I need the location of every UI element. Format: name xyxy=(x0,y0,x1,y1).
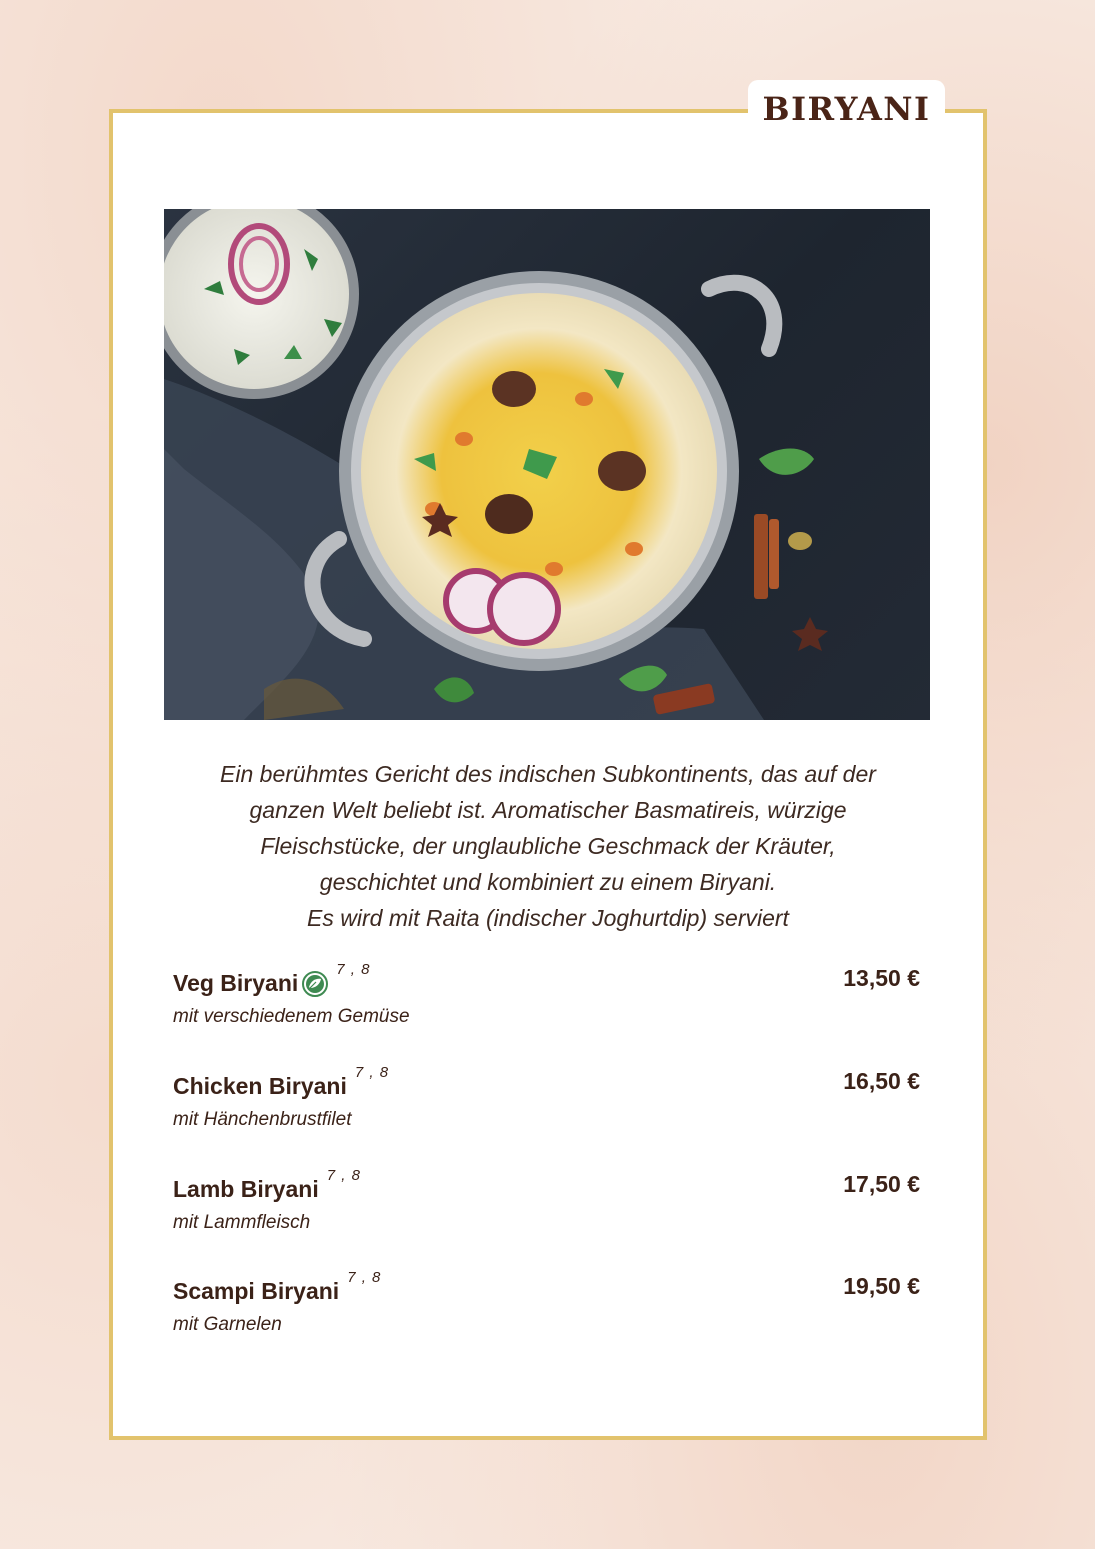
section-title: BIRYANI xyxy=(762,90,931,128)
description-line: Es wird mit Raita (indischer Joghurtdip) serviert xyxy=(307,905,789,931)
biryani-photo-illustration xyxy=(164,209,930,720)
description-line: ganzen Welt beliebt ist. Aromatischer Basmatireis, würzige xyxy=(249,797,847,823)
item-allergens: 7 , 8 xyxy=(354,1064,390,1081)
item-name: Scampi Biryani xyxy=(173,1278,340,1304)
item-allergens: 7 , 8 xyxy=(336,961,371,978)
item-subtitle: mit verschiedenem Gemüse xyxy=(173,1006,410,1027)
menu-item-veg-biryani xyxy=(173,961,923,1050)
item-name: Chicken Biryani xyxy=(173,1073,347,1099)
menu-item-scampi-biryani xyxy=(173,1269,923,1358)
description-line: geschichtet und kombiniert zu einem Biryani. xyxy=(319,869,777,895)
item-allergens: 7 , 8 xyxy=(326,1167,361,1184)
item-name-row xyxy=(173,961,371,997)
item-price: 13,50 € xyxy=(843,965,920,991)
biryani-photo xyxy=(164,209,930,720)
item-name: Lamb Biryani xyxy=(173,1176,319,1202)
item-name: Veg Biryani xyxy=(173,970,299,996)
item-subtitle: mit Garnelen xyxy=(173,1314,282,1335)
item-subtitle: mit Lammfleisch xyxy=(173,1212,311,1233)
description-line: Fleischstücke, der unglaubliche Geschmack der Kräuter, xyxy=(260,833,836,859)
item-name-row xyxy=(173,1269,382,1305)
item-price: 17,50 € xyxy=(843,1171,920,1197)
item-allergens: 7 , 8 xyxy=(347,1269,382,1286)
menu-item-chicken-biryani xyxy=(173,1064,923,1153)
section-title-tab xyxy=(748,80,945,138)
item-price: 19,50 € xyxy=(843,1273,920,1299)
menu-item-lamb-biryani xyxy=(173,1167,923,1256)
description-line: Ein berühmtes Gericht des indischen Subkontinents, das auf der xyxy=(220,761,876,787)
vegetarian-leaf-icon xyxy=(302,971,328,997)
item-price: 16,50 € xyxy=(843,1068,920,1094)
description xyxy=(140,756,956,936)
item-name-row xyxy=(173,1064,390,1100)
item-subtitle: mit Hänchenbrustfilet xyxy=(173,1109,352,1130)
item-name-row xyxy=(173,1167,361,1203)
